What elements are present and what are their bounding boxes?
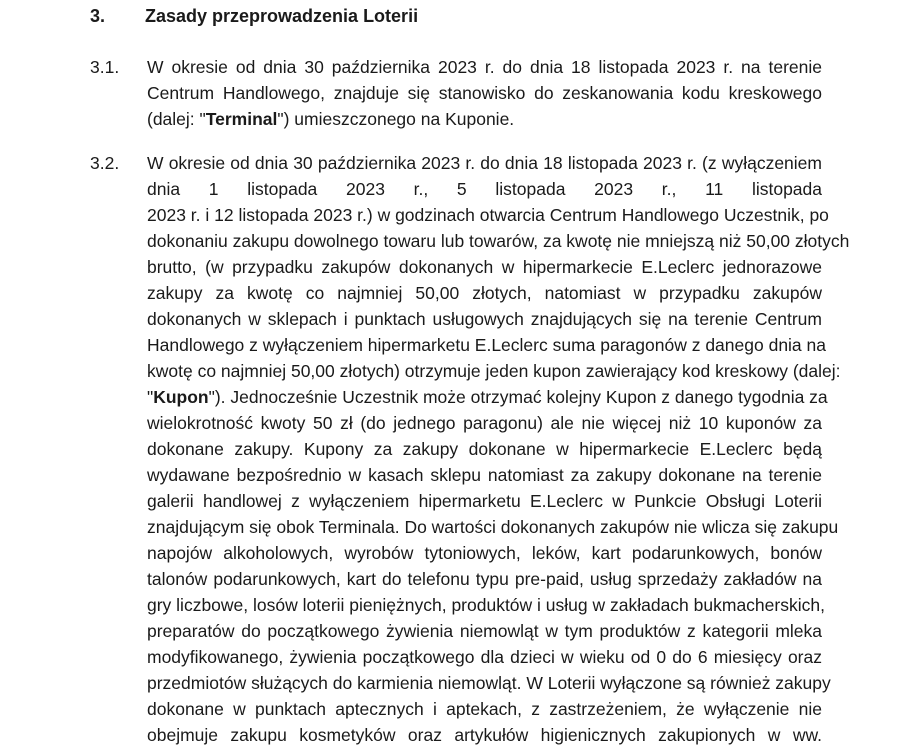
text-line: 2023 r. i 12 listopada 2023 r.) w godzinach otwarcia Centrum Handlowego Uczestnik, po (147, 205, 829, 225)
text-line: W okresie od dnia 30 października 2023 r. do dnia 18 listopada 2023 r. na terenie (147, 57, 822, 77)
text-line: Handlowego z wyłączeniem hipermarketu E.Leclerc suma paragonów z danego dnia na (147, 335, 826, 355)
section-number: 3. (90, 6, 106, 26)
text-line: dokonanych w sklepach i punktach usługowych znajdujących się na terenie Centrum (147, 309, 822, 329)
text-line: preparatów do początkowego żywienia niemowląt w tym produktów z kategorii mleka (147, 621, 822, 641)
text-line: brutto, (w przypadku zakupów dokonanych w hipermarkecie E.Leclerc jednorazowe (147, 257, 822, 277)
text-line: galerii handlowej z wyłączeniem hipermarketu E.Leclerc w Punkcie Obsługi Loterii (147, 491, 822, 511)
text-line: talonów podarunkowych, kart do telefonu typu pre-paid, usług sprzedaży zakładów na (147, 569, 822, 589)
text-line (147, 106, 822, 132)
text-line: napojów alkoholowych, wyrobów tytoniowych, leków, kart podarunkowych, bonów (147, 543, 822, 563)
text-line: gry liczbowe, losów loterii pieniężnych, produktów i usług w zakładach bukmacherskich, (147, 595, 825, 615)
text-line: przedmiotów służących do karmienia niemowląt. W Loterii wyłączone są również zakupy (147, 673, 831, 693)
text-line: znajdującym się obok Terminala. Do wartości dokonanych zakupów nie wlicza się zakupu (147, 517, 839, 537)
paragraph-body (147, 54, 822, 132)
term-terminal: Terminal (205, 109, 278, 129)
text-line (147, 384, 828, 410)
text-line: dokonane w punktach aptecznych i aptekach, z zastrzeżeniem, że wyłączenie nie (147, 699, 822, 719)
text-line: zakupy za kwotę co najmniej 50,00 złotych, natomiast w przypadku zakupów (147, 283, 822, 303)
text-line: W okresie od dnia 30 października 2023 r. do dnia 18 listopada 2023 r. (z wyłączeniem (147, 153, 822, 173)
text-line: obejmuje zakupu kosmetyków oraz artykułów higienicznych zakupionych w ww. (147, 725, 822, 745)
text-line: dokonaniu zakupu dowolnego towaru lub towarów, za kwotę nie mniejszą niż 50,00 złotych (147, 231, 850, 251)
paragraph-number: 3.1. (90, 57, 120, 77)
text-line: dnia 1 listopada 2023 r., 5 listopada 2023 r., 11 listopada (147, 179, 822, 199)
term-kupon: Kupon (153, 387, 209, 407)
paragraph-number: 3.2. (90, 153, 120, 173)
text-line: dokonane zakupy. Kupony za zakupy dokonane w hipermarkecie E.Leclerc będą (147, 439, 822, 459)
text-run: (dalej: " (147, 109, 206, 129)
text-line: wydawane bezpośrednio w kasach sklepu natomiast za zakupy dokonane na terenie (147, 465, 822, 485)
text-run: " (147, 387, 154, 407)
section-title: Zasady przeprowadzenia Loterii (145, 6, 419, 26)
text-line: kwotę co najmniej 50,00 złotych) otrzymuje jeden kupon zawierający kod kreskowy (dalej: (147, 361, 841, 381)
text-run: "). Jednocześnie Uczestnik może otrzymać kolejny Kupon z danego tygodnia za (208, 387, 828, 407)
text-line: Centrum Handlowego, znajduje się stanowisko do zeskanowania kodu kreskowego (147, 83, 822, 103)
text-line: wielokrotność kwoty 50 zł (do jednego paragonu) ale nie więcej niż 10 kuponów za (147, 413, 822, 433)
text-line: modyfikowanego, żywienia początkowego dla dzieci w wieku od 0 do 6 miesięcy oraz (147, 647, 822, 667)
text-run: ") umieszczonego na Kuponie. (277, 109, 515, 129)
paragraph-body (147, 150, 850, 748)
